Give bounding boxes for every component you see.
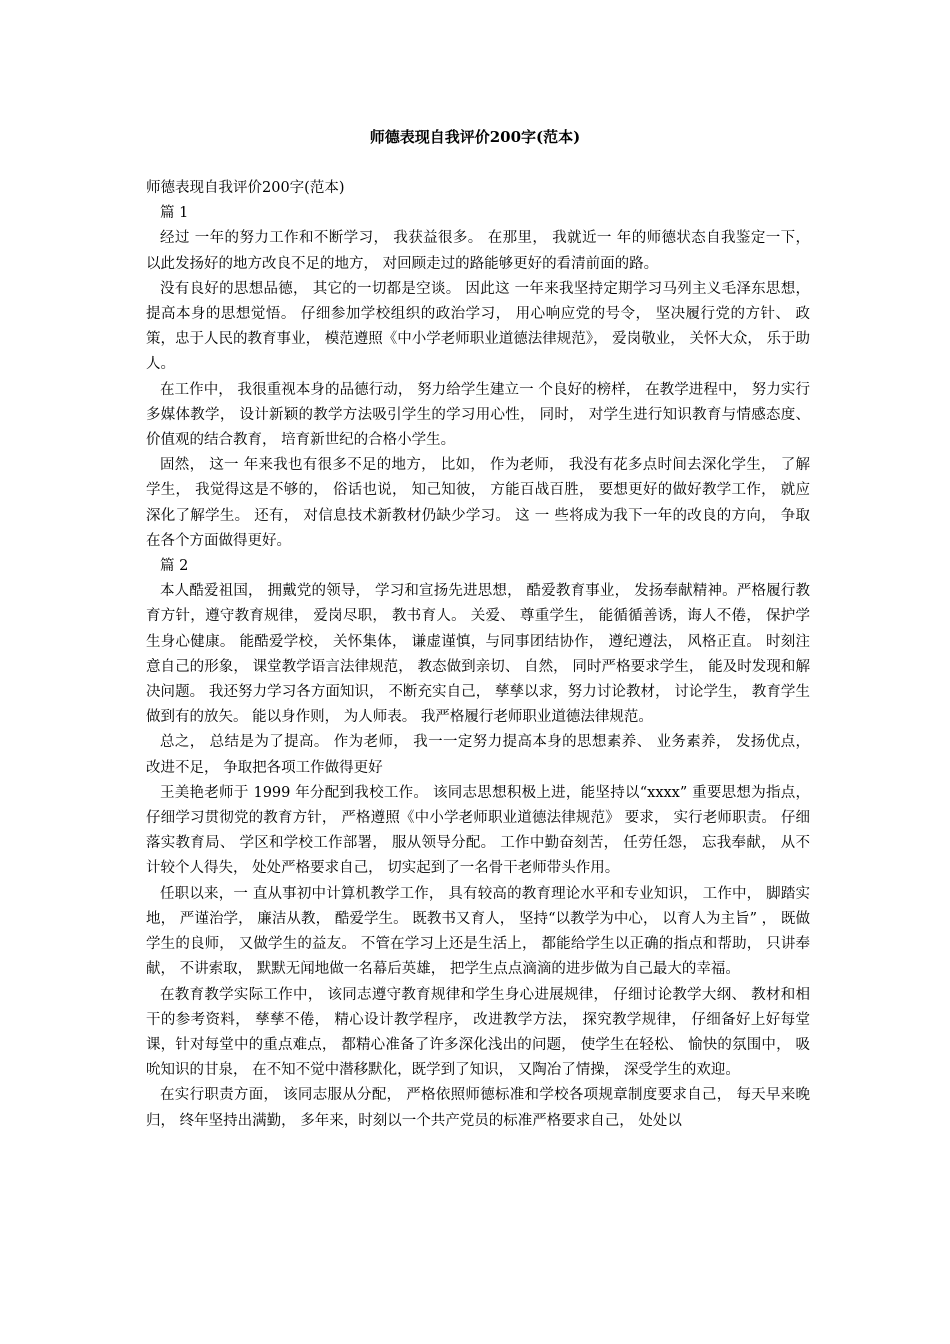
paragraph: 王美艳老师于 1999 年分配到我校工作。 该同志思想积极上进，能坚持以“xxxx” 重要思想为指点， 仔细学习贯彻党的教育方针， 严格遵照《中小学老师职业道德法律规范》 要求， 实行老师职责。 仔细落实教育局、 学区和学校工作部署， 服从领导分配。 工作中勤奋刻苦， 任劳任怨， 忘我奉献， 从不计较个人得失， 处处严格要求自己， 切实起到了一名骨干老师带头作用。 [146, 784, 810, 877]
paragraph: 没有良好的思想品德， 其它的一切都是空谈。 因此这 一年来我坚持定期学习马列主义毛泽东思想， 提高本身的思想觉悟。 仔细参加学校组织的政治学习， 用心响应党的号令， 坚决履行党的方针、 政策，忠于人民的教育事业， 模范遵照《中小学老师职业道德法律规范》， 爱岗敬业， 关怀大众， 乐于助人。 [146, 280, 810, 373]
paragraph: 在实行职责方面， 该同志服从分配， 严格依照师德标准和学校各项规章制度要求自己， 每天早来晚归， 终年坚持出满勤， 多年来，时刻以一个共产党员的标准严格要求自己， 处处以 [146, 1087, 810, 1129]
paragraph: 任职以来，一 直从事初中计算机教学工作， 具有较高的教育理论水平和专业知识， 工作中， 脚踏实地， 严谨治学， 廉洁从教， 酷爱学生。 既教书又育人， 坚持“以教学为中心， 以育人为主旨” ， 既做学生的良师， 又做学生的益友。 不管在学习上还是生活上， 都能给学生以正确的指点和帮助， 只讲奉献， 不讲索取， 默默无闻地做一名幕后英雄， 把学生点点滴滴的进步做为自己最大的幸福。 [146, 885, 810, 978]
paragraph: 在工作中， 我很重视本身的品德行动， 努力给学生建立一 个良好的榜样， 在教学进程中， 努力实行多媒体教学， 设计新颖的教学方法吸引学生的学习用心性， 同时， 对学生进行知识教育与情感态度、价值观的结合教育， 培育新世纪的合格小学生。 [146, 381, 810, 449]
paragraph: 总之， 总结是为了提高。 作为老师， 我一一定努力提高本身的思想素养、 业务素养， 发扬优点， 改进不足， 争取把各项工作做得更好 [146, 734, 810, 776]
document-title: 师德表现自我评价200字(范本) [369, 128, 581, 146]
paragraph: 在教育教学实际工作中， 该同志遵守教育规律和学生身心进展规律， 仔细讨论教学大纲、 教材和相干的参考资料， 孳孳不倦， 精心设计教学程序， 改进教学方法， 探究教学规律， 仔细备好上好每堂课，针对每堂中的重点难点， 都精心准备了许多深化浅出的问题， 使学生在轻松、 愉快的氛围中， 吸吮知识的甘泉， 在不知不觉中潜移默化，既学到了知识， 又陶冶了情操， 深受学生的欢迎。 [146, 986, 810, 1079]
paragraph: 固然， 这一 年来我也有很多不足的地方， 比如， 作为老师， 我没有花多点时间去深化学生， 了解学生， 我觉得这是不够的， 俗话也说， 知己知彼， 方能百战百胜， 要想更好的做好教学工作， 就应深化了解学生。 还有， 对信息技术新教材仍缺少学习。 这 一 些将成为我下一年的改良的方向， 争取在各个方面做得更好。 [146, 457, 810, 549]
paragraph: 本人酷爱祖国， 拥戴党的领导， 学习和宣扬先进思想， 酷爱教育事业， 发扬奉献精神。严格履行教育方针，遵守教育规律， 爱岗尽职， 教书育人。 关爱、 尊重学生， 能循循善诱，诲人不倦， 保护学生身心健康。 能酷爱学校， 关怀集体， 谦虚谨慎，与同事团结协作， 遵纪遵法， 风格正直。 时刻注意自己的形象， 课堂教学语言法律规范， 教态做到亲切、 自然， 同时严格要求学生， 能及时发现和解决问题。 我还努力学习各方面知识， 不断充实自己， 孳孳以求，努力讨论教材， 讨论学生， 教育学生做到有的放矢。 能以身作则， 为人师表。 我严格履行老师职业道德法律规范。 [146, 583, 810, 726]
section-heading: 篇 1 [160, 205, 189, 222]
section-heading: 篇 2 [160, 558, 189, 575]
document-subtitle: 师德表现自我评价200字(范本) [146, 180, 345, 196]
paragraph: 经过 一年的努力工作和不断学习， 我获益很多。 在那里， 我就近一 年的师德状态自我鉴定一下， 以此发扬好的地方改良不足的地方， 对回顾走过的路能够更好的看清前面的路。 [146, 230, 810, 272]
document-body [146, 176, 810, 1134]
